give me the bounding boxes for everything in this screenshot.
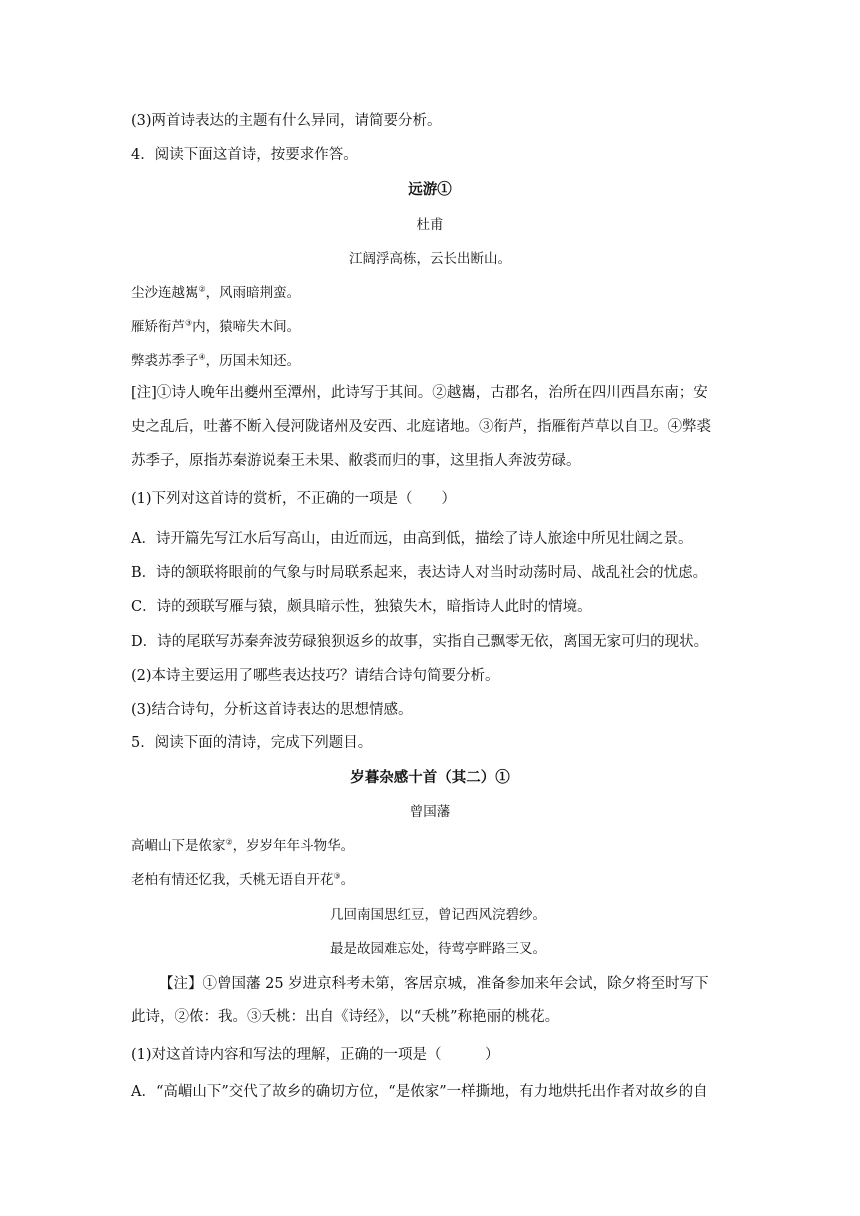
option-d: D．诗的尾联写苏秦奔波劳碌狼狈返乡的故事，实指自己飘零无依，离国无家可归的现状。: [131, 634, 709, 650]
poem1-line-2: [131, 283, 300, 303]
option-c: C．诗的颈联写雁与猿，颇具暗示性，独猿失木，暗指诗人此时的情境。: [131, 599, 592, 615]
footnote-mark: ④: [198, 352, 206, 362]
poem1-author: 杜甫: [416, 217, 444, 233]
question-5-heading: 5．阅读下面的清诗，完成下列题目。: [131, 735, 373, 751]
poem1-line-3: [131, 317, 300, 337]
footnote-mark: ③: [185, 318, 193, 328]
option-a: A．诗开篇先写江水后写高山，由近而远，由高到低，描绘了诗人旅途中所见壮阔之景。: [131, 531, 693, 547]
poem1-line-1: 江阔浮高栋，云长出断山。: [349, 251, 511, 267]
poem2-note-line-1: 【注】①曾国藩 25 岁进京科考未第，客居京城，准备参加来年会试，除夕将至时写下: [159, 976, 709, 992]
poem2-line-1: [131, 836, 354, 856]
poem1-note-line-1: [注]①诗人晚年出夔州至潭州，此诗写于其间。②越巂，古郡名，治所在四川西昌东南；安: [131, 385, 708, 401]
poem2-line-3: 几回南国思红豆，曾记西风浣碧纱。: [330, 907, 546, 923]
poem1-line-3-text-b: 内，猿啼失木间。: [192, 319, 301, 335]
poem1-line-4: [131, 351, 300, 371]
poem1-line-3-text-a: 雁矫衔芦: [131, 319, 185, 335]
poem1-line-4-text-b: ，历国未知还。: [205, 353, 301, 369]
poem2-line-2-text-b: 。: [340, 872, 355, 888]
poem2-author: 曾国藩: [409, 804, 451, 820]
poem2-line-2-text-a: 老柏有情还忆我，夭桃无语自开花: [131, 872, 334, 888]
question-4-heading: 4．阅读下面这首诗，按要求作答。: [131, 147, 358, 163]
poem2-line-1-text-a: 高嵋山下是侬家: [131, 838, 226, 854]
footnote-mark: ②: [225, 837, 233, 847]
poem2-note-line-2: 此诗，②侬：我。③夭桃：出自《诗经》，以“夭桃”称艳丽的桃花。: [131, 1009, 560, 1025]
poem1-note-line-2: 史之乱后，吐蕃不断入侵河陇诸州及安西、北庭诸地。③衔芦，指雁衔芦草以自卫。④弊裘: [131, 419, 711, 435]
question-4-2: (2)本诗主要运用了哪些表达技巧？请结合诗句简要分析。: [131, 668, 500, 684]
poem1-line-2-text-a: 尘沙连越嶲: [131, 285, 199, 301]
question-5-1: (1)对这首诗内容和写法的理解，正确的一项是（ ）: [131, 1047, 500, 1063]
poem1-line-2-text-b: ，风雨暗荆蛮。: [205, 285, 301, 301]
question-3-3: (3)两首诗表达的主题有什么异同，请简要分析。: [131, 113, 442, 129]
option-b: B．诗的颔联将眼前的气象与时局联系起来，表达诗人对当时动荡时局、战乱社会的忧虑。: [131, 565, 708, 581]
question-4-1: (1)下列对这首诗的赏析，不正确的一项是（ ）: [131, 491, 457, 507]
poem1-line-4-text-a: 弊裘苏季子: [131, 353, 199, 369]
poem1-title: 远游①: [408, 181, 452, 198]
poem1-note-line-3: 苏季子，原指苏秦游说秦王未果、敝裘而归的事，这里指人奔波劳碌。: [131, 453, 581, 469]
poem2-line-1-text-b: ，岁岁年年斗物华。: [232, 838, 355, 854]
question-4-3: (3)结合诗句，分析这首诗表达的思想情感。: [131, 702, 413, 718]
poem2-line-4: 最是故园难忘处，待莺亭畔路三叉。: [330, 941, 546, 957]
footnote-mark: ③: [333, 871, 341, 881]
poem2-line-2: [131, 870, 354, 890]
footnote-mark: ②: [198, 284, 206, 294]
poem2-title: 岁暮杂感十首（其二）①: [350, 769, 510, 786]
question-5-option-a: A．“高嵋山下”交代了故乡的确切方位，“是侬家”一样撕地，有力地烘托出作者对故乡的自: [131, 1084, 708, 1100]
